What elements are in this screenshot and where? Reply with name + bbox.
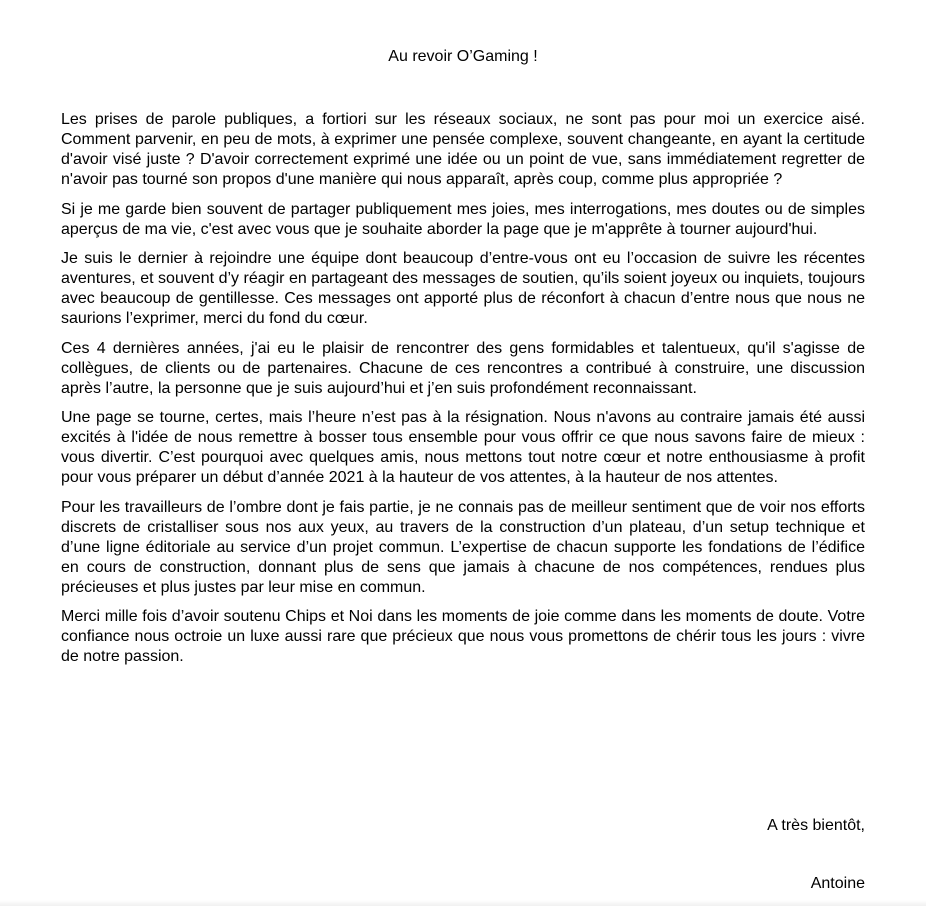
- closing-line: A très bientôt,: [767, 817, 865, 834]
- paragraph: Je suis le dernier à rejoindre une équipe dont beaucoup d’entre-vous ont eu l’occasion de suivre les récentes aventures, et souvent d’y réagir en partageant des messages de soutien, qu’ils soient joyeux ou inquiets, toujours avec beaucoup de gentillesse. Ces messages ont apporté plus de réconfort à chacun d’entre nous que nous ne saurions l’exprimer, merci du fond du cœur.: [61, 250, 865, 327]
- document-body: [61, 110, 865, 677]
- page-edge-shadow: [0, 900, 926, 906]
- paragraph: Merci mille fois d’avoir soutenu Chips et Noi dans les moments de joie comme dans les moments de doute. Votre confiance nous octroie un luxe aussi rare que précieux que nous vous promettons de chérir tous les jours : vivre de notre passion.: [61, 608, 865, 665]
- document-title: Au revoir O’Gaming !: [388, 48, 538, 65]
- paragraph: Ces 4 dernières années, j'ai eu le plaisir de rencontrer des gens formidables et talentueux, qu'il s'agisse de collègues, de clients ou de partenaires. Chacune de ces rencontres a contribué à construire, une discussion après l’autre, la personne que je suis aujourd’hui et j’en suis profondément reconnaissant.: [61, 339, 865, 397]
- paragraph: Si je me garde bien souvent de partager publiquement mes joies, mes interrogations, mes doutes ou de simples aperçus de ma vie, c'est avec vous que je souhaite aborder la page que je m'apprête à tourner aujourd'hui.: [61, 200, 865, 238]
- paragraph: Une page se tourne, certes, mais l’heure n’est pas à la résignation. Nous n'avons au contraire jamais été aussi excités à l'idée de nous remettre à bosser tous ensemble pour vous offrir ce que nous savons faire de mieux : vous divertir. C’est pourquoi avec quelques amis, nous mettons tout notre cœur et notre enthousiasme à profit pour vous préparer un début d’année 2021 à la hauteur de vos attentes, à la hauteur de nos attentes.: [61, 409, 865, 486]
- paragraph: Pour les travailleurs de l’ombre dont je fais partie, je ne connais pas de meilleur sentiment que de voir nos efforts discrets de cristalliser sous nos aux yeux, au travers de la construction d’un plateau, d’un setup technique et d’une ligne éditoriale au service d’un projet commun. L’expertise de chacun supporte les fondations de l’édifice en cours de construction, donnant plus de sens que jamais à chacune de nos compétences, rendues plus précieuses et plus justes par leur mise en commun.: [61, 498, 865, 596]
- paragraph: Les prises de parole publiques, a fortiori sur les réseaux sociaux, ne sont pas pour moi un exercice aisé. Comment parvenir, en peu de mots, à exprimer une pensée complexe, souvent changeante, en ayant la certitude d'avoir visé juste ? D'avoir correctement exprimé une idée ou un point de vue, sans immédiatement regretter de n'avoir pas tourné son propos d'une manière qui nous apparaît, après coup, comme plus appropriée ?: [61, 111, 865, 188]
- signature: Antoine: [810, 875, 865, 892]
